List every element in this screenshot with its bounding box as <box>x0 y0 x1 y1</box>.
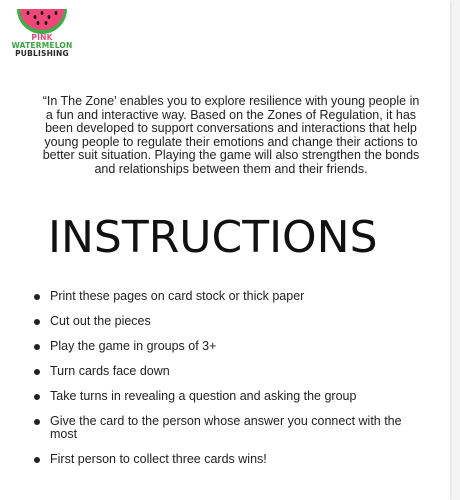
bullet-icon <box>34 344 40 350</box>
bullet-icon <box>34 369 40 375</box>
list-item <box>30 340 410 353</box>
pink-watermelon-publishing-logo <box>10 8 74 70</box>
bullet-icon <box>34 294 40 300</box>
list-item <box>30 365 410 378</box>
bullet-icon <box>34 319 40 325</box>
list-item <box>30 290 410 303</box>
list-item <box>30 415 410 441</box>
bullet-icon <box>34 394 40 400</box>
instruction-text: First person to collect three cards wins! <box>50 452 267 466</box>
instruction-text: Play the game in groups of 3+ <box>50 339 217 353</box>
instruction-text: Cut out the pieces <box>50 314 151 328</box>
logo-text-publishing: PUBLISHING <box>15 49 69 58</box>
bullet-icon <box>34 457 40 463</box>
list-item <box>30 453 410 466</box>
instructions-heading: INSTRUCTIONS <box>48 212 378 263</box>
instructions-list <box>30 290 410 466</box>
intro-paragraph: “In The Zone’ enables you to explore resilience with young people in a fun and interactive way. Based on the Zones of Regulation, it has been developed to support conversations and interactions that help young people to regulate their emotions and change their actions to better suit situation. Playing the game will also strengthen the bonds and relationships between them and their friends. <box>42 94 420 176</box>
watermelon-slice-icon <box>16 8 68 34</box>
instruction-text: Give the card to the person whose answer you connect with the most <box>50 414 402 441</box>
list-item <box>30 390 410 403</box>
instruction-text: Take turns in revealing a question and asking the group <box>50 389 357 403</box>
bullet-icon <box>34 419 40 425</box>
logo-text-watermelon: WATERMELON <box>11 41 73 50</box>
instruction-text: Print these pages on card stock or thick paper <box>50 289 305 303</box>
list-item <box>30 315 410 328</box>
logo-text-pink: PINK <box>31 33 53 42</box>
instruction-text: Turn cards face down <box>50 364 170 378</box>
viewer-background <box>452 0 460 500</box>
